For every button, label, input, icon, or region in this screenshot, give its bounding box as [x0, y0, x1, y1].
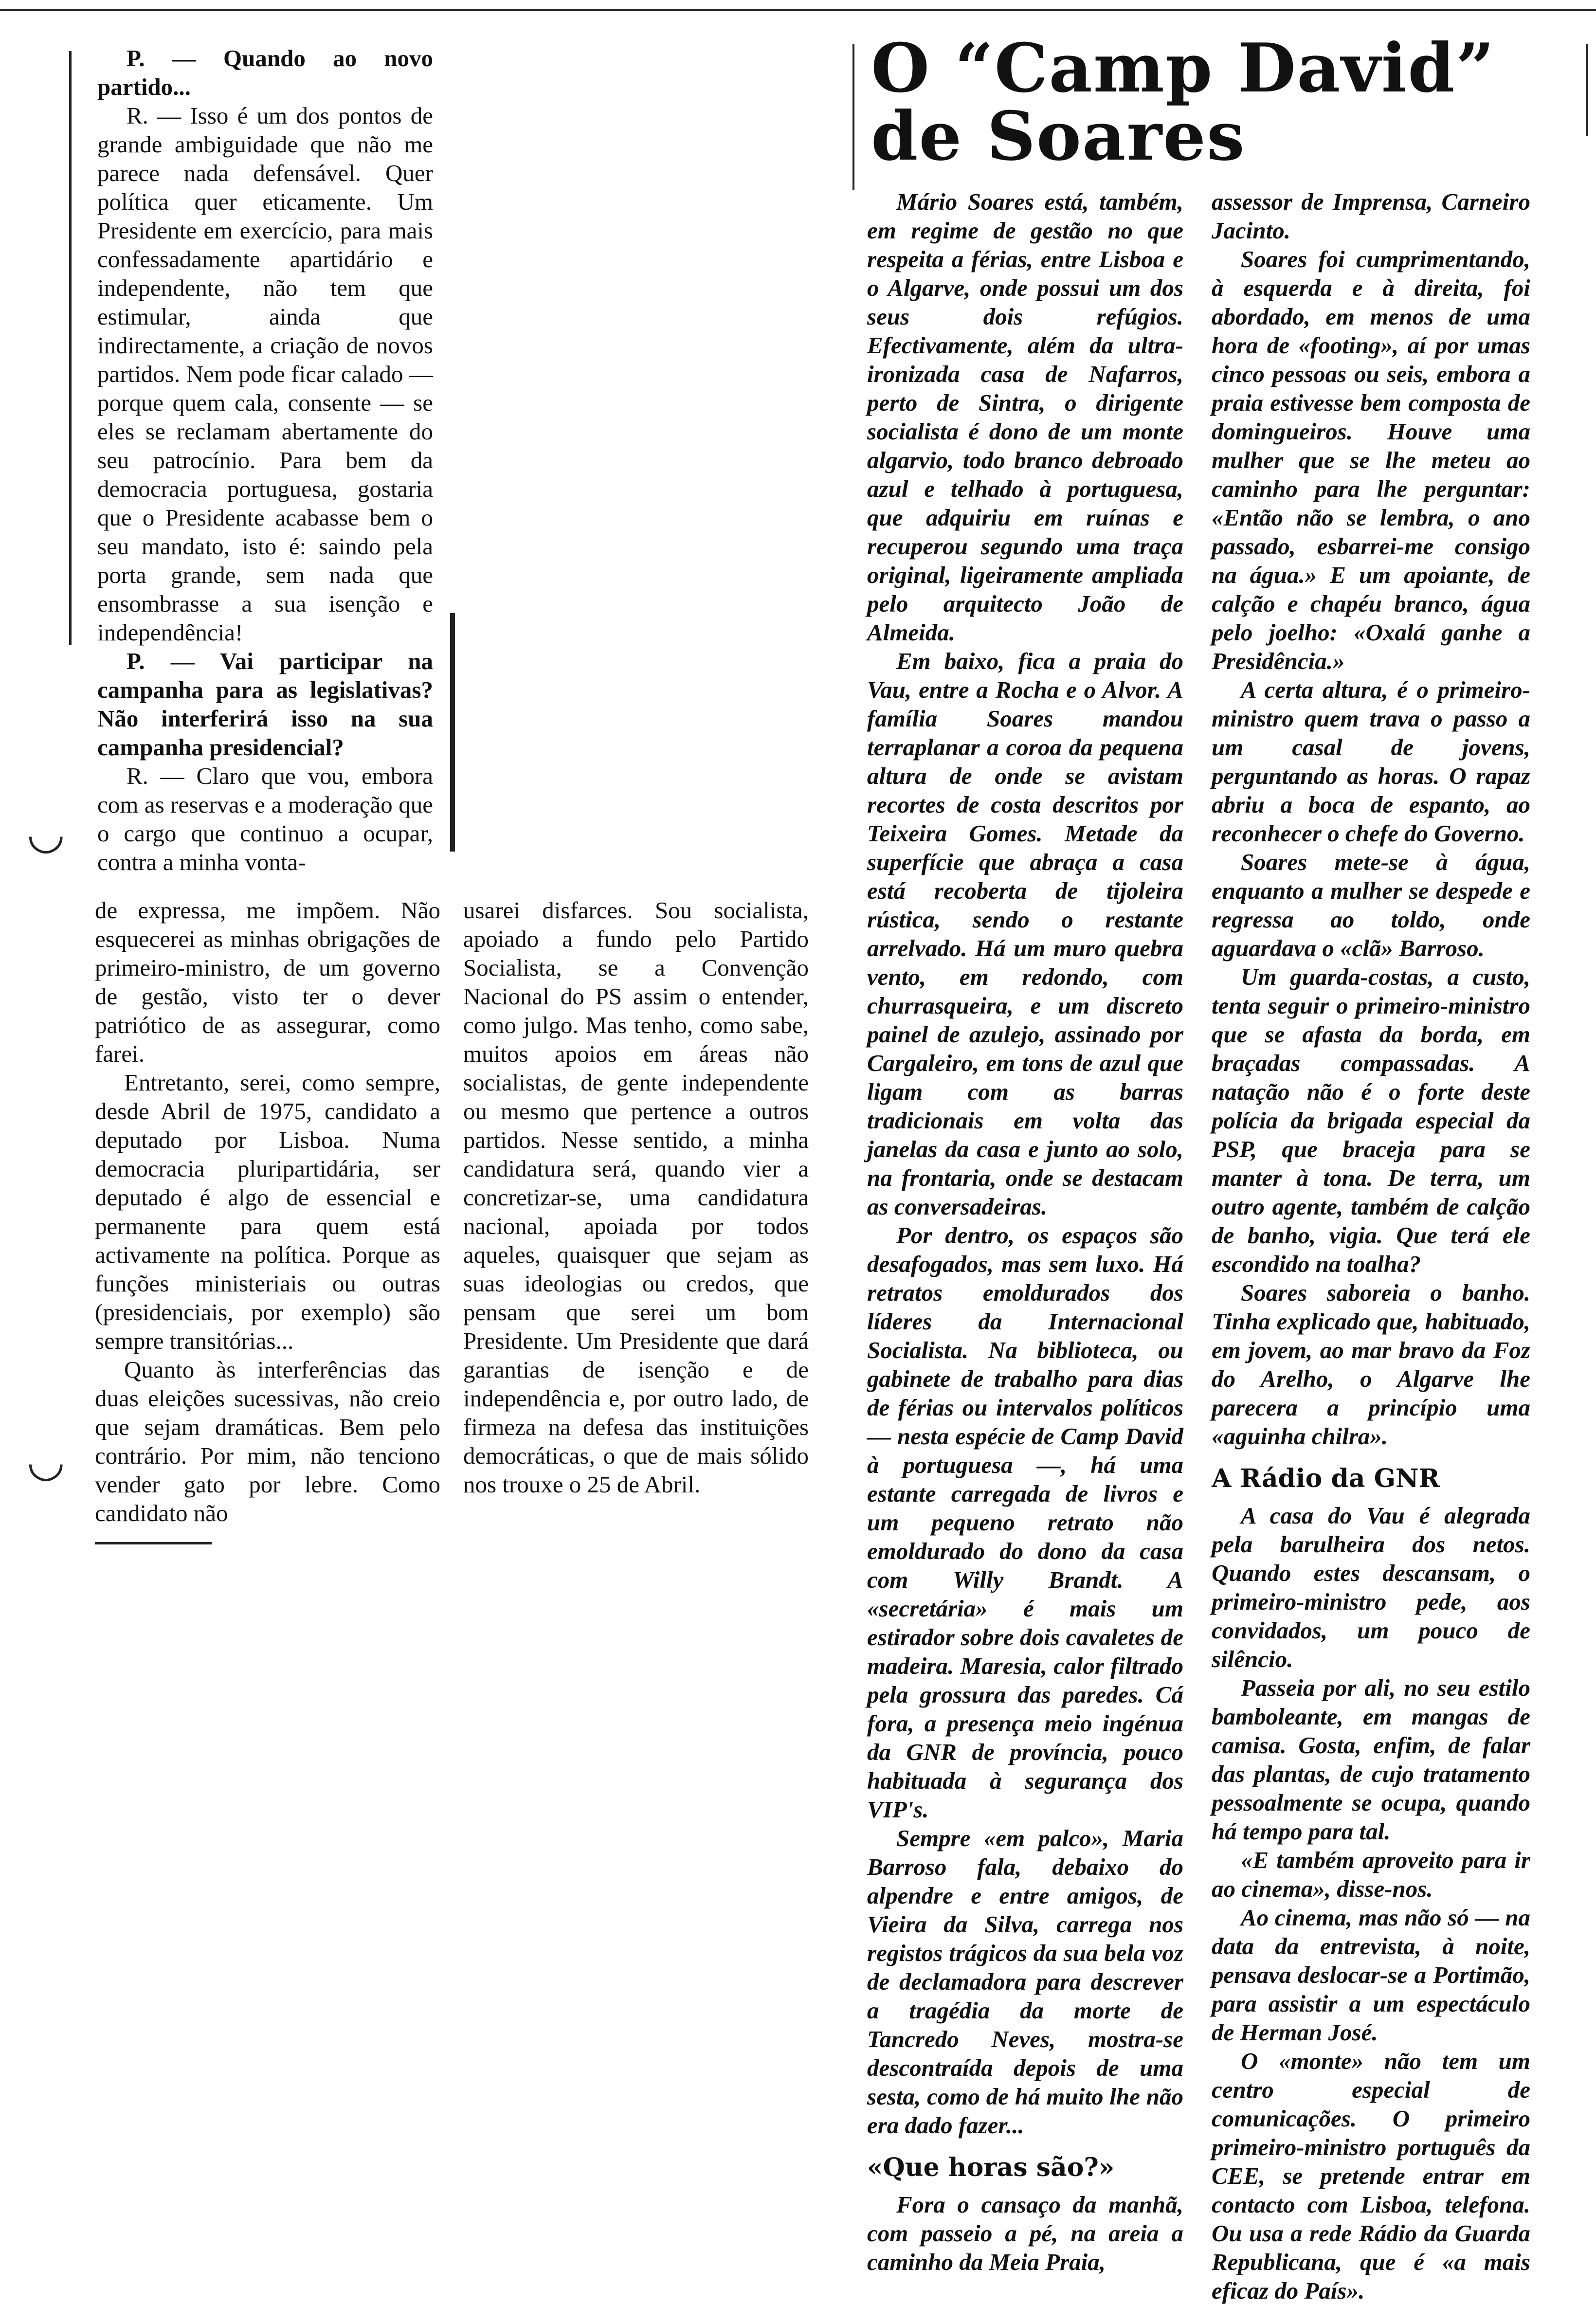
- paragraph: Soares saboreia o banho. Tinha explicado que, habituado, em jovem, ao mar bravo da Foz do Arelho, o Algarve lhe parecera a princípio uma «aguinha chilra».: [1212, 1279, 1530, 1450]
- article-column-d-tail: [1212, 1501, 1530, 2305]
- subheading: A Rádio da GNR: [1212, 1464, 1440, 1493]
- article-column-c-tail: [867, 2190, 1183, 2276]
- end-rule: [95, 1542, 212, 1544]
- paragraph: usarei disfarces. Sou socialista, apoiado a fundo pelo Partido Socialista, se a Convenção Nacional do PS assim o entender, como julgo. Mas tenho, como sabe, muitos apoios em áreas não socialistas, de gente independente ou mesmo que pertence a outros partidos. Nesse sentido, a minha candidatura será, quando vier a concretizar-se, uma candidatura nacional, apoiada por todos aqueles, quaisquer que sejam as suas ideologias ou credos, que pensam que serei um bom Presidente. Um Presidente que dará garantias de isenção e de independência e, por outro lado, de firmeza na defesa das instituições democráticas, o que de mais sólido nos trouxe o 25 de Abril.: [463, 897, 809, 1498]
- interview-region: [95, 44, 810, 1544]
- paragraph: Sempre «em palco», Maria Barroso fala, debaixo do alpendre e entre amigos, de Vieira da Silva, carrega nos registos trágicos da sua bela voz de declamadora para descrever a tragédia da morte de Tancredo Neves, mostra-se descontraída depois de uma sesta, como de há muito lhe não era dado fazer...: [867, 1825, 1183, 2139]
- top-rule: [0, 9, 1596, 11]
- paragraph: Quanto às interferências das duas eleições sucessivas, não creio que sejam dramáticas. Bem pelo contrário. Por mim, não tenciono vender gato por lebre. Como candidato não: [95, 1356, 440, 1526]
- answer: R. — Claro que vou, embora com as reservas e a moderação que o cargo que continuo a ocupar, contra a minha vonta-: [97, 762, 433, 875]
- paragraph: O «monte» não tem um centro especial de comunicações. O primeiro primeiro-ministro português da CEE, se pretende entrar em contacto com Lisboa, telefona. Ou usa a rede Rádio da Guarda Republicana, que é «a mais eficaz do País».: [1212, 2048, 1530, 2304]
- paragraph: Por dentro, os espaços são desafogados, mas sem luxo. Há retratos emoldurados dos líderes da Internacional Socialista. Na biblioteca, ou gabinete de trabalho para dias de férias ou intervalos políticos — nesta espécie de Camp David à portuguesa —, há uma estante carregada de livros e um pequeno retrato não emoldurado do dono da casa com Willy Brandt. A «secretária» é mais um estirador sobre dois cavaletes de madeira. Maresia, calor filtrado pela grossura das paredes. Cá fora, a presença meio ingénua da GNR de província, pouco habituada à segurança dos VIP's.: [867, 1222, 1183, 1823]
- answer: R. — Isso é um dos pontos de grande ambiguidade que não me parece nada defensável. Quer política quer eticamente. Um Presidente em exercício, para mais confessadamente apartidário e independente, não tem que estimular, ainda que indirectamente, a criação de novos partidos. Nem pode ficar calado — porque quem cala, consente — se eles se reclamam abertamente do seu patrocínio. Para bem da democracia portuguesa, gostaria que o Presidente acabasse bem o seu mandato, isto é: saindo pela porta grande, sem nada que ensombrasse a sua isenção e independência!: [97, 102, 433, 646]
- left-margin-rule: [69, 51, 72, 645]
- paragraph: assessor de Imprensa, Carneiro Jacinto.: [1212, 188, 1530, 244]
- headline-line-1: O “Camp David”: [871, 28, 1496, 108]
- paragraph: Ao cinema, mas não só — na data da entrevista, à noite, pensava deslocar-se a Portimão, para assistir a um espectáculo de Herman José.: [1212, 1904, 1530, 2046]
- paragraph: A certa altura, é o primeiro-ministro quem trava o passo a um casal de jovens, perguntando as horas. O rapaz abriu a boca de espanto, ao reconhecer o chefe do Governo.: [1212, 676, 1530, 847]
- paragraph: «E também aproveito para ir ao cinema», disse-nos.: [1212, 1847, 1530, 1902]
- margin-bracket-mark: ◡: [27, 810, 65, 858]
- subheading: «Que horas são?»: [867, 2153, 1115, 2182]
- article-column-d: [1212, 187, 1530, 1451]
- article-column-d-region: [1212, 187, 1530, 2305]
- paragraph: Entretanto, serei, como sempre, desde Abril de 1975, candidato a deputado por Lisboa. Numa democracia pluripartidária, ser deputado é algo de essencial e permanente para quem está activamente na política. Porque as funções ministeriais ou outras (presidenciais, por exemplo) são sempre transitórias...: [95, 1069, 440, 1354]
- interview-columns-row: [95, 896, 810, 1544]
- paragraph: Soares foi cumprimentando, à esquerda e à direita, foi abordado, em menos de uma hora de «footing», aí por umas cinco pessoas ou seis, embora a praia estivesse bem composta de domingueiros. Houve uma mulher que se lhe meteu ao caminho para lhe perguntar: «Então não se lembra, o ano passado, esbarrei-me consigo na água.» E um apoiante, de calção e chapéu branco, água pelo joelho: «Oxalá ganhe a Presidência.»: [1212, 246, 1530, 674]
- question: P. — Quando ao novo partido...: [97, 45, 433, 100]
- headline-line-2: de Soares: [871, 96, 1246, 176]
- paragraph: Soares mete-se à água, enquanto a mulher se despede e regressa ao toldo, onde aguardava o «clã» Barroso.: [1212, 849, 1530, 962]
- paragraph: Mário Soares está, também, em regime de gestão no que respeita a férias, entre Lisboa e o Algarve, onde possui um dos seus dois refúgios. Efectivamente, além da ultra-ironizada casa de Nafarros, perto de Sintra, o dirigente socialista é dono de um monte algarvio, todo branco debroado azul e telhado à portuguesa, que adquiriu em ruínas e recuperou segundo uma traça original, ligeiramente ampliada pelo arquitecto João de Almeida.: [867, 188, 1183, 646]
- question: P. — Vai participar na campanha para as legislativas? Não interferirá isso na sua campanha presidencial?: [97, 648, 433, 761]
- right-margin-rule: [1586, 44, 1588, 136]
- paragraph: Em baixo, fica a praia do Vau, entre a Rocha e o Alvor. A família Soares mandou terraplanar a coroa da pequena altura de onde se avistam recortes de costa descritos por Teixeira Gomes. Metade da superfície que abraça a casa está recoberta de tijoleira rústica, sendo o restante arrelvado. Há um muro quebra vento, em redondo, com churrasqueira, e um discreto painel de azulejo, assinado por Cargaleiro, em tons de azul que ligam com as barras tradicionais em volta das janelas da casa e junto ao solo, na frontaria, onde se destacam as conversadeiras.: [867, 648, 1183, 1220]
- paragraph: Passeia por ali, no seu estilo bamboleante, em mangas de camisa. Gosta, enfim, de falar das plantas, de cujo tratamento pessoalmente se ocupa, quando há tempo para tal.: [1212, 1674, 1530, 1845]
- article-column-c-region: [867, 187, 1183, 2276]
- paragraph: Um guarda-costas, a custo, tenta seguir o primeiro-ministro que se afasta da borda, em braçadas compassadas. A natação não é o forte deste polícia da brigada especial da PSP, que braceja para se manter à tona. De terra, um outro agente, também de calção de banho, vigia. Que terá ele escondido na toalha?: [1212, 963, 1530, 1277]
- interview-top-column: [97, 44, 433, 876]
- article-headline: [871, 28, 1496, 176]
- margin-bracket-mark: ◡: [27, 1437, 65, 1486]
- paragraph: de expressa, me impõem. Não esquecerei as minhas obrigações de primeiro-ministro, de um governo de gestão, visto ter o dever patriótico de as assegurar, como farei.: [95, 897, 440, 1067]
- interview-column-a: [95, 896, 440, 1544]
- interview-column-b: [463, 896, 809, 1544]
- headline-divider-rule: [852, 44, 854, 190]
- paragraph: Fora o cansaço da manhã, com passeio a pé, na areia a caminho da Meia Praia,: [867, 2191, 1183, 2275]
- article-column-c: [867, 187, 1183, 2140]
- paragraph: A casa do Vau é alegrada pela barulheira dos netos. Quando estes descansam, o primeiro-ministro pede, aos convidados, um pouco de silêncio.: [1212, 1502, 1530, 1672]
